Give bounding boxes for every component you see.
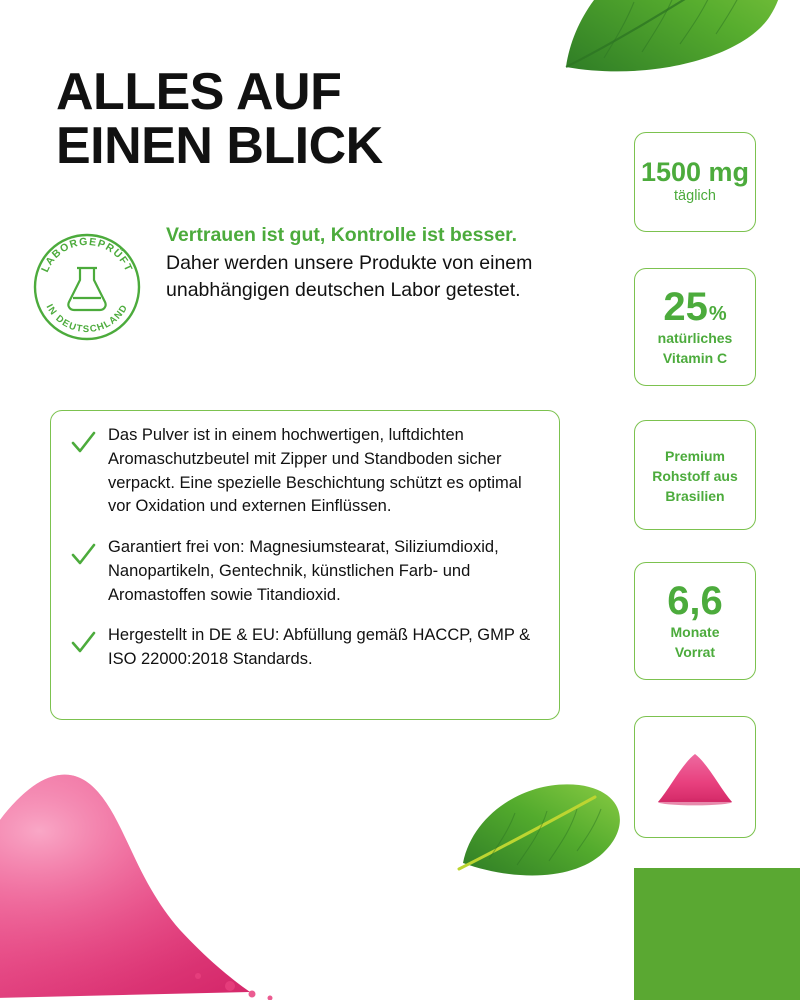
lab-flask-icon <box>68 268 105 310</box>
powder-pile-icon <box>652 748 738 806</box>
fact-card-supply-value: 6,6 <box>667 578 723 623</box>
fact-card-supply-label2: Vorrat <box>674 644 716 660</box>
fact-card-dosage-label: täglich <box>674 188 716 205</box>
fact-card-vitamin-c-label2: Vitamin C <box>662 350 728 366</box>
page-title-line1: ALLES AUF <box>56 62 342 121</box>
powder-pile-photo <box>0 700 320 1000</box>
fact-card-vitamin-c-value: 25 <box>663 284 708 329</box>
trust-statement <box>166 222 586 305</box>
fact-card-origin <box>634 420 756 530</box>
leaf-decoration-bottom <box>455 775 635 885</box>
checklist <box>62 424 562 689</box>
list-item-text: Hergestellt in DE & EU: Abfüllung gemäß HACCP, GMP & ISO 22000:2018 Standards. <box>108 626 531 668</box>
lab-tested-seal <box>28 228 146 346</box>
list-item <box>62 424 562 519</box>
fact-card-origin-line3: Brasilien <box>665 488 725 505</box>
check-icon <box>70 630 96 656</box>
fact-card-supply-label1: Monate <box>670 623 720 640</box>
svg-text:IN DEUTSCHLAND: IN DEUTSCHLAND <box>43 302 131 336</box>
fact-card-supply <box>634 562 756 680</box>
fact-card-origin-line1: Premium <box>665 447 725 464</box>
trust-lead: Vertrauen ist gut, Kontrolle ist besser. <box>166 224 518 246</box>
list-item <box>62 536 562 607</box>
check-icon <box>70 542 96 568</box>
fact-card-powder <box>634 716 756 838</box>
list-item <box>62 624 562 672</box>
svg-text:LABORGEPRÜFT: LABORGEPRÜFT <box>39 235 135 275</box>
trust-body: Daher werden unsere Produkte von einem unabhängigen deutschen Labor getestet. <box>166 251 533 302</box>
list-item-text: Das Pulver ist in einem hochwertigen, luftdichten Aromaschutzbeutel mit Zipper und Standboden sicher verpackt. Eine spezielle Beschichtung schützt es optimal vor Oxidation und externen Einflüssen. <box>108 426 522 516</box>
fact-card-vitamin-c-label1: natürliches <box>657 329 733 346</box>
leaf-decoration-top <box>556 0 786 72</box>
page-title <box>56 62 596 176</box>
fact-card-vitamin-c <box>634 268 756 386</box>
list-item-text: Garantiert frei von: Magnesiumstearat, Siliziumdioxid, Nanopartikeln, Gentechnik, künstlichen Farb- und Aromastoffen sowie Titandioxid. <box>108 538 499 604</box>
fact-card-origin-line2: Rohstoff aus <box>652 467 738 484</box>
check-icon <box>70 430 96 456</box>
fact-card-dosage-value: 1500 mg <box>640 156 750 187</box>
fact-card-vitamin-c-unit: % <box>708 302 727 325</box>
fact-card-dosage <box>634 132 756 232</box>
green-accent-block <box>634 868 800 1000</box>
page-title-line2: EINEN BLICK <box>56 117 383 176</box>
